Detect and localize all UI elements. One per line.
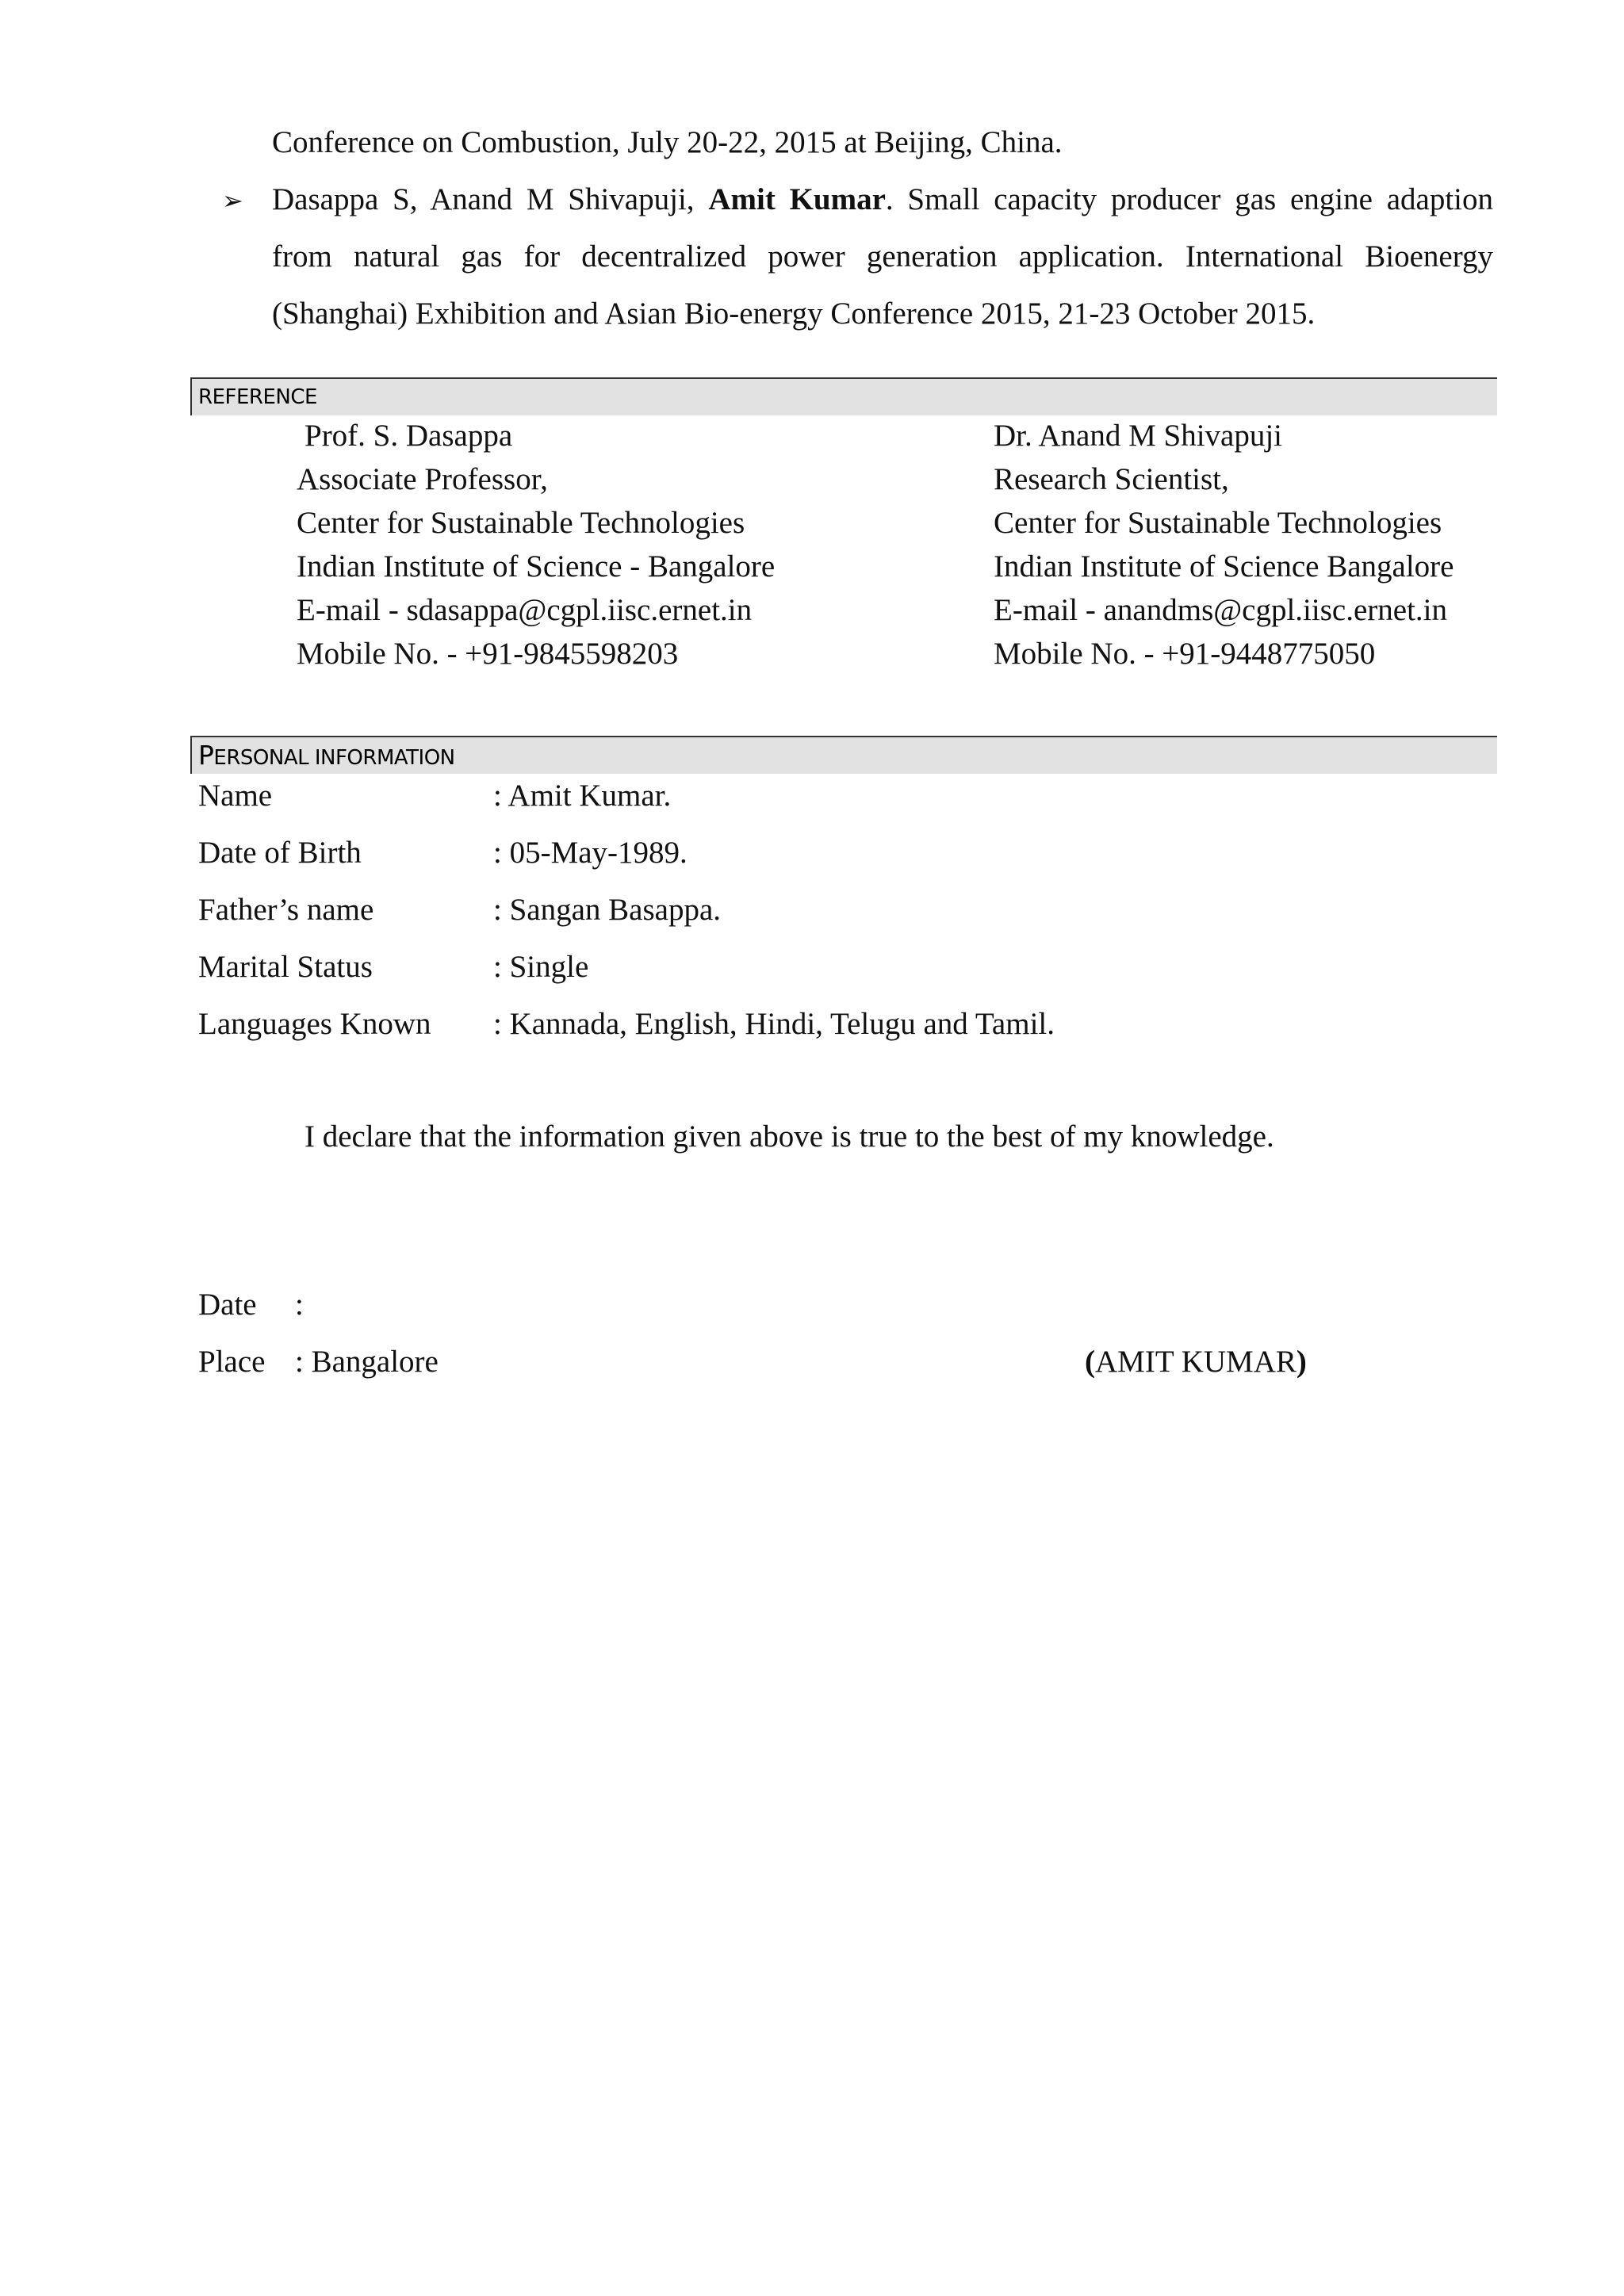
- info-row-marital-status: [198, 939, 1229, 996]
- info-label: Languages Known: [198, 1007, 431, 1041]
- reference-left-contact: [297, 414, 775, 675]
- date-row: [198, 1276, 1388, 1334]
- info-value: : Amit Kumar.: [493, 779, 672, 813]
- info-row-date-of-birth: [198, 825, 1229, 882]
- reference-right-title: Research Scientist,: [994, 462, 1229, 496]
- info-row-fathers-name: [198, 882, 1229, 939]
- reference-left-email: E-mail - sdasappa@cgpl.iisc.ernet.in: [297, 593, 753, 627]
- info-label: Name: [198, 779, 273, 813]
- citation-highlighted-author: Amit Kumar: [708, 182, 886, 216]
- personal-info-table: [198, 767, 1229, 1053]
- citation-line-1: [272, 171, 1493, 228]
- personal-info-heading-rest: ERSONAL INFORMATION: [213, 746, 455, 770]
- signature-text: AMIT KUMAR: [1095, 1345, 1297, 1379]
- info-label: Father’s name: [198, 893, 374, 927]
- info-label: Marital Status: [198, 950, 373, 984]
- signature-open-paren: (: [1085, 1345, 1095, 1379]
- reference-right-institute: Indian Institute of Science Bangalore: [994, 549, 1454, 584]
- publication-citation: [272, 171, 1493, 342]
- reference-right-name: Dr. Anand M Shivapuji: [994, 419, 1283, 453]
- info-value: : Kannada, English, Hindi, Telugu and Tamil.: [493, 1007, 1055, 1041]
- signature-name: [1085, 1334, 1307, 1391]
- reference-left-name: Prof. S. Dasappa: [304, 419, 513, 453]
- citation-title-start: . Small capacity producer gas engine adaption: [885, 182, 1494, 216]
- citation-line-3: (Shanghai) Exhibition and Asian Bio-energy Conference 2015, 21-23 October 2015.: [272, 297, 1316, 331]
- reference-right-center: Center for Sustainable Technologies: [994, 506, 1442, 540]
- date-value: :: [295, 1288, 304, 1322]
- info-value: : 05-May-1989.: [493, 836, 688, 870]
- personal-info-heading-initial: P: [198, 740, 214, 771]
- signature-close-paren: ): [1296, 1345, 1307, 1379]
- reference-right-contact: [994, 414, 1454, 675]
- reference-left-center: Center for Sustainable Technologies: [297, 506, 745, 540]
- info-value: : Single: [493, 950, 589, 984]
- citation-line-2: from natural gas for decentralized power generation application. International Bioenergy: [272, 239, 1493, 274]
- citation-authors: Dasappa S, Anand M Shivapuji,: [272, 182, 695, 216]
- info-row-languages-known: [198, 996, 1229, 1053]
- place-value: : Bangalore: [295, 1345, 439, 1379]
- arrow-bullet-icon: ➢: [222, 186, 243, 216]
- reference-left-title: Associate Professor,: [297, 462, 548, 496]
- publication-continued-line: Conference on Combustion, July 20-22, 2015 at Beijing, China.: [272, 125, 1063, 159]
- date-label: Date: [198, 1288, 257, 1322]
- declaration-statement: I declare that the information given above is true to the best of my knowledge.: [304, 1119, 1274, 1154]
- info-value: : Sangan Basappa.: [493, 893, 722, 927]
- reference-right-mobile: Mobile No. - +91-9448775050: [994, 637, 1376, 671]
- reference-left-mobile: Mobile No. - +91-9845598203: [297, 637, 679, 671]
- reference-right-email: E-mail - anandms@cgpl.iisc.ernet.in: [994, 593, 1447, 627]
- place-label: Place: [198, 1345, 266, 1379]
- reference-left-institute: Indian Institute of Science - Bangalore: [297, 549, 776, 584]
- reference-heading: REFERENCE: [198, 385, 317, 409]
- reference-section-header: [190, 377, 1497, 415]
- info-row-name: [198, 767, 1229, 825]
- info-label: Date of Birth: [198, 836, 362, 870]
